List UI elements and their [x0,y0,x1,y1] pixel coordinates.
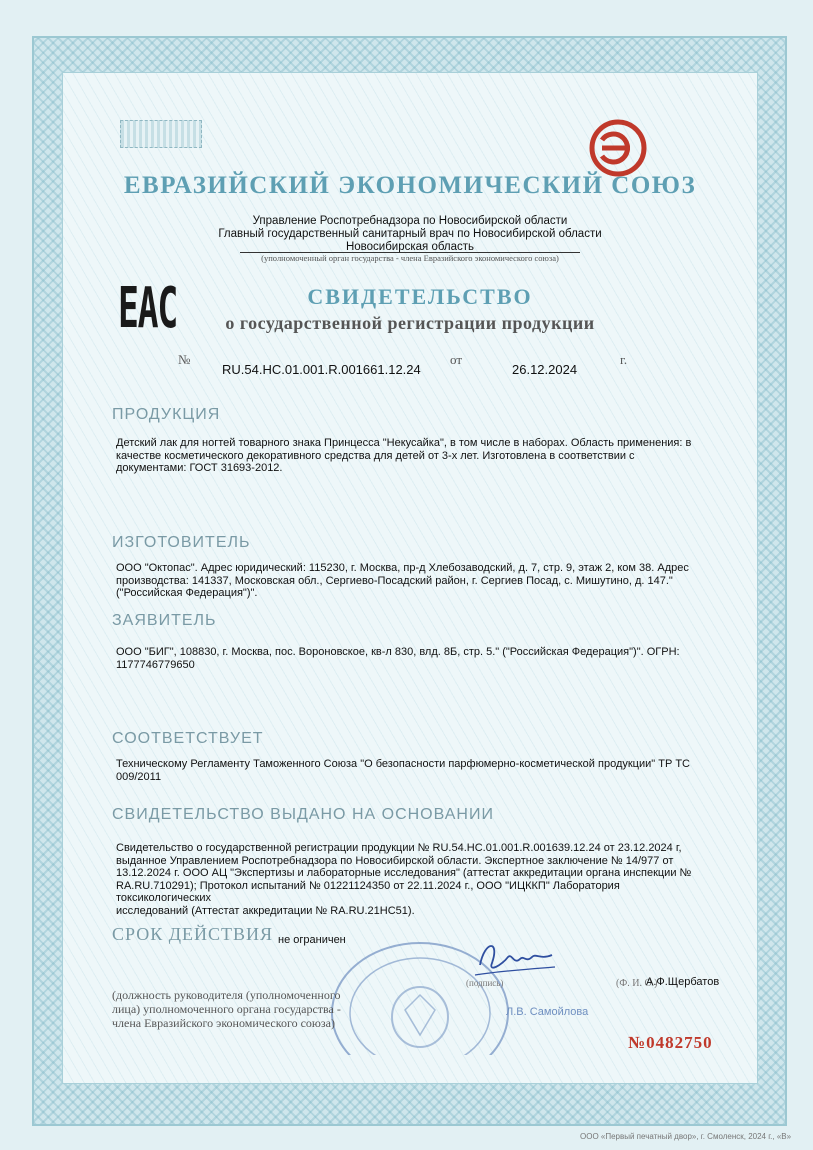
conformity-heading: СООТВЕТСТВУЕТ [112,730,264,747]
basis-line: исследований (Аттестат аккредитации № RA.RU.21НС51). [116,904,415,917]
product-text [116,437,716,475]
basis-line: выданное Управлением Роспотребнадзора по Новосибирской области. Экспертное заключение № 14/977 от [116,854,674,867]
product-line: документами: ГОСТ 31693-2012. [116,462,283,474]
from-label: от [450,352,463,367]
basis-text [116,842,716,917]
union-title: ЕВРАЗИЙСКИЙ ЭКОНОМИЧЕСКИЙ СОЮЗ [123,172,697,199]
signature-caption: (подпись) [466,978,504,988]
manufacturer-line: производства: 141337, Московская обл., Сергиево-Посадский район, г. Сергиев Посад, с. Мишутино, д. 147." [116,574,673,587]
conformity-text [116,758,716,783]
applicant-line: 1177746779650 [116,658,195,671]
certificate-number: RU.54.НС.01.001.R.001661.12.24 [222,362,421,377]
conformity-line: 009/2011 [116,770,162,783]
validity-heading: СРОК ДЕЙСТВИЯ [112,924,274,944]
signer-name: А.Ф.Щербатов [646,976,720,988]
manufacturer-text [116,562,716,600]
applicant-text [116,646,716,671]
authority-line-1: Управление Роспотребнадзора по Новосибирской области [252,215,568,227]
signer-role-line: лица) уполномоченного органа государства - [112,1002,341,1016]
signer-role [112,988,341,1030]
manufacturer-line: ("Российская Федерация")". [116,587,258,599]
applicant-line: ООО "БИГ", 108830, г. Москва, пос. Вороновское, кв-л 830, влд. 8Б, стр. 5." ("Российская Федерация")". ОГРН: [116,646,680,658]
authority-line-3: Новосибирская область [345,241,475,253]
fio-caption: (Ф. И. О.) [616,978,658,989]
authority-note: (уполномоченный орган государства - члена Евразийского экономического союза) [261,253,559,263]
conformity-line: Техническому Регламенту Таможенного Союза "О безопасности парфюмерно-косметической продукции" ТР ТС [116,758,691,770]
product-heading: ПРОДУКЦИЯ [112,406,221,423]
manufacturer-heading: ИЗГОТОВИТЕЛЬ [112,534,251,551]
certificate-date: 26.12.2024 [512,362,578,377]
basis-line: RA.RU.710291); Протокол испытаний № 01221124350 от 22.11.2024 г., ООО "ИЦККП" Лаборатория токсикологических [116,879,620,904]
applicant-heading: ЗАЯВИТЕЛЬ [112,612,217,629]
se-mark-icon [580,118,660,178]
product-line: качестве косметического декоративного средства для детей от 3-х лет. Изготовлена в соответствии с [116,449,635,462]
form-number: №0482750 [628,1033,713,1052]
signer-role-line: члена Евразийского экономического союза) [112,1016,335,1030]
eac-mark: EAC [118,276,177,341]
validity-value: не ограничен [278,934,346,946]
basis-heading: СВИДЕТЕЛЬСТВО ВЫДАНО НА ОСНОВАНИИ [112,806,494,823]
year-suffix: г. [620,352,628,367]
printer-note: ООО «Первый печатный двор», г. Смоленск, 2024 г., «В» [580,1132,792,1141]
number-label: № [178,352,191,367]
stamp-name: Л.В. Самойлова [506,1006,589,1018]
security-pattern-logo [120,120,202,148]
product-line: Детский лак для ногтей товарного знака Принцесса "Некусайка", в том числе в наборах. Область применения: в [116,437,692,449]
basis-line: 13.12.2024 г. ООО АЦ "Экспертизы и лабораторные исследования" (аттестат аккредитации органа инспекции № [116,867,692,879]
manufacturer-line: ООО "Октопас". Адрес юридический: 115230, г. Москва, пр-д Хлебозаводский, д. 7, стр. 9, этаж 2, ком 38. Адрес [116,562,689,574]
authority-line-2: Главный государственный санитарный врач по Новосибирской области [218,228,602,240]
certificate-subtitle: о государственной регистрации продукции [225,313,595,333]
signer-role-line: (должность руководителя (уполномоченного [112,988,341,1002]
signature-icon [470,935,560,980]
certificate-title: СВИДЕТЕЛЬСТВО [307,284,533,309]
basis-line: Свидетельство о государственной регистрации продукции № RU.54.НС.01.001.R.001639.12.24 от 23.12.2024 г, [116,842,682,854]
